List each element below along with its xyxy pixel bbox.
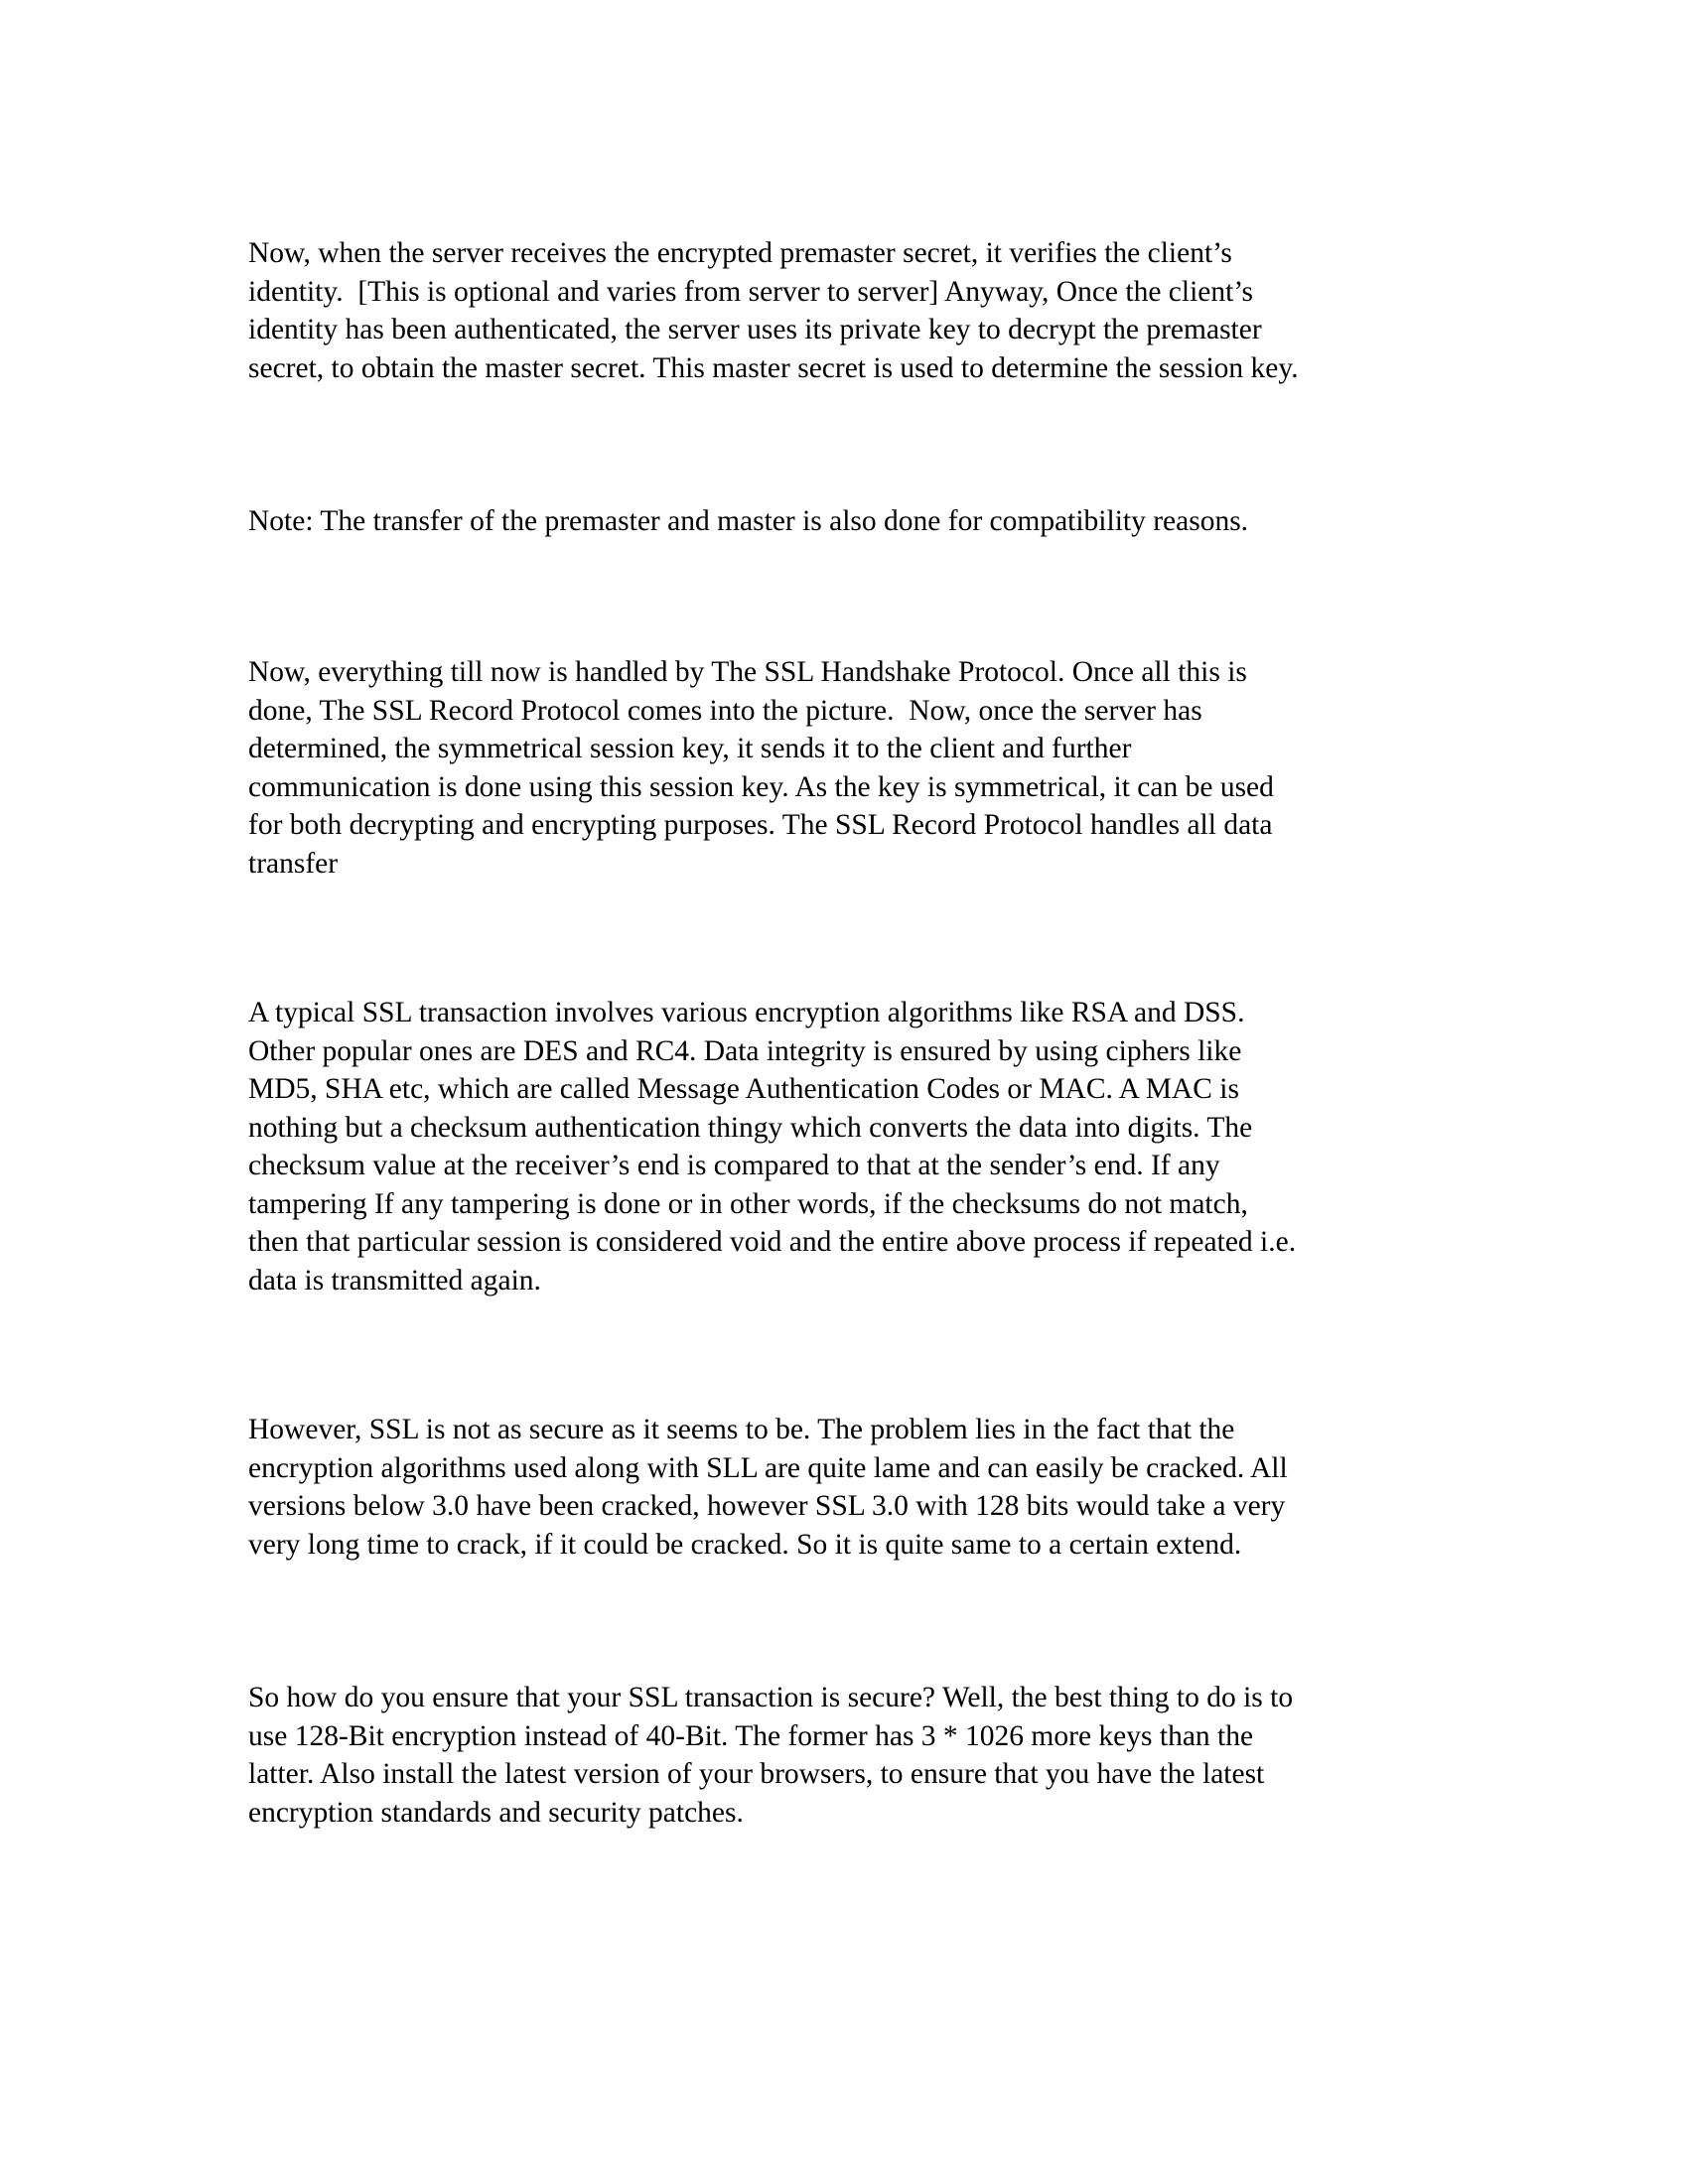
text-line: However, SSL is not as secure as it seems to be. The problem lies in the fact that the [248, 1414, 1235, 1445]
paragraph-record-protocol [248, 653, 1499, 883]
paragraph-server-verification [248, 234, 1499, 387]
text-line: done, The SSL Record Protocol comes into the picture. Now, once the server has [248, 694, 1202, 727]
text-line: then that particular session is considered void and the entire above process if repeated i.e. [248, 1226, 1297, 1258]
text-line: MD5, SHA etc, which are called Message Authentication Codes or MAC. A MAC is [248, 1073, 1239, 1105]
paragraph-algorithms [248, 994, 1499, 1299]
text-line: communication is done using this session key. As the key is symmetrical, it can be used [248, 770, 1274, 803]
text-line: latter. Also install the latest version of your browsers, to ensure that you have the latest [248, 1758, 1265, 1790]
text-line: tampering If any tampering is done or in other words, if the checksums do not match, [248, 1187, 1248, 1220]
text-line: encryption standards and security patches. [248, 1796, 744, 1829]
paragraph-note [248, 502, 1499, 541]
paragraph-security-weakness [248, 1411, 1499, 1564]
text-line: checksum value at the receiver’s end is compared to that at the sender’s end. If any [248, 1150, 1220, 1181]
text-line: So how do you ensure that your SSL transaction is secure? Well, the best thing to do is to [248, 1682, 1294, 1713]
text-line: A typical SSL transaction involves various encryption algorithms like RSA and DSS. [248, 997, 1245, 1028]
text-line: identity has been authenticated, the server uses its private key to decrypt the premaster [248, 314, 1262, 345]
text-line: use 128-Bit encryption instead of 40-Bit. The former has 3 * 1026 more keys than the [248, 1719, 1254, 1752]
text-line: Now, when the server receives the encrypted premaster secret, it verifies the client’s [248, 237, 1232, 269]
text-line: Now, everything till now is handled by The SSL Handshake Protocol. Once all this is [248, 656, 1247, 688]
text-line: Note: The transfer of the premaster and master is also done for compatibility reasons. [248, 505, 1249, 537]
text-line: secret, to obtain the master secret. This master secret is used to determine the session key. [248, 351, 1299, 384]
text-line: determined, the symmetrical session key, it sends it to the client and further [248, 733, 1132, 764]
text-line: identity. [This is optional and varies from server to server] Anyway, Once the client’s [248, 275, 1254, 308]
text-line: transfer [248, 847, 339, 880]
text-line: very long time to crack, if it could be cracked. So it is quite same to a certain extend. [248, 1528, 1242, 1561]
text-line: nothing but a checksum authentication thingy which converts the data into digits. The [248, 1111, 1253, 1144]
text-line: versions below 3.0 have been cracked, however SSL 3.0 with 128 bits would take a very [248, 1490, 1286, 1522]
text-line: data is transmitted again. [248, 1264, 541, 1297]
text-line: Other popular ones are DES and RC4. Data integrity is ensured by using ciphers like [248, 1034, 1242, 1067]
text-line: for both decrypting and encrypting purposes. The SSL Record Protocol handles all data [248, 809, 1273, 841]
paragraph-recommendations [248, 1679, 1499, 1832]
text-line: encryption algorithms used along with SLL are quite lame and can easily be cracked. All [248, 1451, 1288, 1484]
